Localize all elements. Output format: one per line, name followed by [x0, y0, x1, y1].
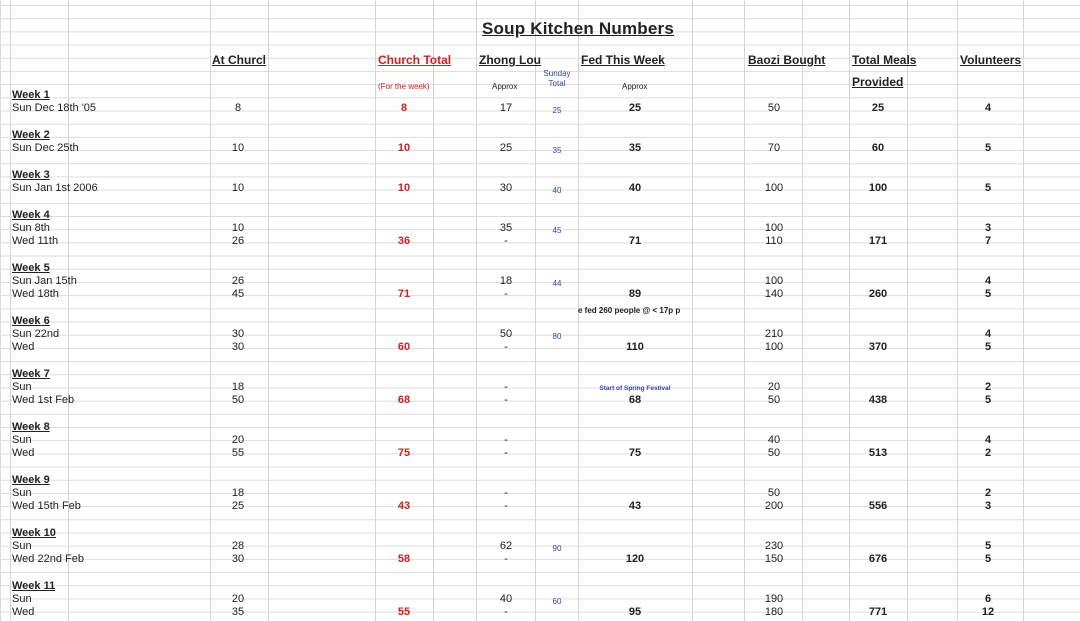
week-label: Week 10 [12, 527, 56, 539]
cell-volunteers: 5 [984, 553, 992, 565]
cell-church-total: 60 [397, 341, 411, 353]
cell-zhong-lou: 62 [499, 540, 513, 552]
cell-zhong-lou: - [504, 288, 508, 300]
week-label: Week 8 [12, 421, 50, 433]
cell-total-meals: 513 [868, 447, 888, 459]
cell-at-church: 8 [234, 102, 242, 114]
cell-at-church: 30 [231, 553, 245, 565]
cell-fed: 40 [628, 182, 642, 194]
cell-total-meals: 260 [868, 288, 888, 300]
cell-zhong-lou: - [504, 447, 508, 459]
cell-volunteers: 7 [984, 235, 992, 247]
cell-at-church: 35 [231, 606, 245, 618]
cell-zhong-lou: - [504, 381, 508, 393]
cell-church-total: 43 [397, 500, 411, 512]
cell-church-total: 36 [397, 235, 411, 247]
cell-baozi: 180 [764, 606, 784, 618]
cell-volunteers: 5 [984, 540, 992, 552]
cell-sunday-total: 45 [552, 226, 562, 235]
cell-volunteers: 2 [984, 381, 992, 393]
week-label: Week 7 [12, 368, 50, 380]
cell-church-total: 55 [397, 606, 411, 618]
cell-date: Sun 8th [12, 222, 50, 234]
cell-zhong-lou: 50 [499, 328, 513, 340]
cell-sunday-total: 80 [552, 332, 562, 341]
cell-date: Sun Dec 18th '05 [12, 102, 97, 114]
cell-baozi: 150 [764, 553, 784, 565]
cell-fed: 68 [628, 394, 642, 406]
cell-at-church: 20 [231, 593, 245, 605]
cell-total-meals: 556 [868, 500, 888, 512]
cell-at-church: 25 [231, 500, 245, 512]
week-label: Week 5 [12, 262, 50, 274]
cell-zhong-lou: 40 [499, 593, 513, 605]
header-total-meals-2: Provided [852, 75, 904, 89]
cell-volunteers: 5 [984, 142, 992, 154]
header-total-meals: Total Meals [852, 53, 917, 67]
cell-sunday-total: 90 [552, 544, 562, 553]
cell-at-church: 10 [231, 142, 245, 154]
cell-sunday-total: 44 [552, 279, 562, 288]
cell-baozi: 70 [767, 142, 781, 154]
cell-zhong-lou: 18 [499, 275, 513, 287]
cell-volunteers: 4 [984, 434, 992, 446]
header-fed-sub: Approx [622, 82, 648, 91]
cell-sunday-total: 35 [552, 146, 562, 155]
cell-at-church: 26 [231, 275, 245, 287]
header-zhong-lou-sub: Approx [492, 82, 518, 91]
cell-zhong-lou: - [504, 500, 508, 512]
cell-date: Wed [12, 606, 35, 618]
cell-zhong-lou: - [504, 235, 508, 247]
cell-at-church: 30 [231, 328, 245, 340]
cell-baozi: 50 [767, 102, 781, 114]
cell-at-church: 45 [231, 288, 245, 300]
cell-fed: 95 [628, 606, 642, 618]
week-label: Week 6 [12, 315, 50, 327]
cell-sunday-total: 40 [552, 186, 562, 195]
cell-at-church: 10 [231, 222, 245, 234]
cell-baozi: 100 [764, 182, 784, 194]
cell-fed: 25 [628, 102, 642, 114]
cell-volunteers: 5 [984, 394, 992, 406]
cell-baozi: 230 [764, 540, 784, 552]
header-volunteers: Volunteers [960, 53, 1022, 67]
cell-baozi: 50 [767, 447, 781, 459]
cell-at-church: 18 [231, 381, 245, 393]
cell-baozi: 140 [764, 288, 784, 300]
header-zhong-lou: Zhong Lou [479, 53, 541, 67]
cell-total-meals: 100 [868, 182, 888, 194]
cell-at-church: 10 [231, 182, 245, 194]
cell-date: Sun [12, 593, 32, 605]
cell-total-meals: 438 [868, 394, 888, 406]
cell-zhong-lou: - [504, 394, 508, 406]
cell-date: Wed 1st Feb [12, 394, 75, 406]
cell-church-total: 10 [397, 142, 411, 154]
cell-at-church: 30 [231, 341, 245, 353]
cell-sunday-total: 60 [552, 597, 562, 606]
cell-baozi: 50 [767, 394, 781, 406]
header-fed-this-week: Fed This Week [581, 53, 665, 67]
week-label: Week 3 [12, 169, 50, 181]
week-label: Week 4 [12, 209, 50, 221]
cell-church-total: 75 [397, 447, 411, 459]
cell-date: Sun [12, 381, 32, 393]
cell-fed: 110 [626, 341, 644, 353]
cell-zhong-lou: 30 [499, 182, 513, 194]
cell-date: Wed [12, 341, 35, 353]
cell-baozi: 110 [765, 235, 783, 247]
cell-date: Sun 22nd [12, 328, 60, 340]
header-at-church: At Churcl [212, 53, 266, 67]
cell-baozi: 50 [767, 487, 781, 499]
cell-baozi: 100 [764, 275, 784, 287]
cell-volunteers: 4 [984, 328, 992, 340]
week-label: Week 2 [12, 129, 50, 141]
header-sunday-total: Sunday Total [543, 69, 571, 88]
cell-volunteers: 6 [984, 593, 992, 605]
cell-church-total: 68 [397, 394, 411, 406]
cell-zhong-lou: - [504, 434, 508, 446]
cell-date: Sun [12, 487, 32, 499]
cell-date: Sun Jan 15th [12, 275, 77, 287]
cell-date: Wed 11th [12, 235, 59, 247]
cell-church-total: 71 [397, 288, 411, 300]
cell-volunteers: 3 [984, 500, 992, 512]
cell-volunteers: 2 [984, 487, 992, 499]
note-spring-festival: Start of Spring Festival [599, 385, 671, 392]
cell-date: Wed [12, 447, 35, 459]
cell-sunday-total: 25 [552, 106, 562, 115]
cell-at-church: 20 [231, 434, 245, 446]
cell-fed: 35 [628, 142, 642, 154]
cell-date: Sun [12, 540, 32, 552]
cell-zhong-lou: 17 [499, 102, 513, 114]
cell-zhong-lou: - [504, 487, 508, 499]
note-fed-260: e fed 260 people @ < 17p p [578, 306, 681, 315]
cell-date: Sun Jan 1st 2006 [12, 182, 98, 194]
cell-fed: 75 [628, 447, 642, 459]
cell-zhong-lou: 35 [499, 222, 513, 234]
cell-total-meals: 25 [871, 102, 885, 114]
cell-date: Wed 18th [12, 288, 59, 300]
cell-at-church: 28 [231, 540, 245, 552]
cell-zhong-lou: - [504, 553, 508, 565]
cell-total-meals: 60 [871, 142, 885, 154]
week-label: Week 1 [12, 89, 50, 101]
cell-volunteers: 5 [984, 288, 992, 300]
cell-church-total: 58 [397, 553, 411, 565]
cell-zhong-lou: 25 [499, 142, 513, 154]
cell-fed: 89 [628, 288, 642, 300]
sheet-title: Soup Kitchen Numbers [482, 19, 674, 38]
cell-volunteers: 12 [981, 606, 995, 618]
cell-volunteers: 4 [984, 102, 992, 114]
cell-volunteers: 3 [984, 222, 992, 234]
cell-at-church: 55 [231, 447, 245, 459]
cell-volunteers: 5 [984, 341, 992, 353]
cell-baozi: 100 [764, 222, 784, 234]
cell-total-meals: 676 [868, 553, 888, 565]
cell-fed: 120 [625, 553, 645, 565]
cell-total-meals: 370 [868, 341, 888, 353]
cell-total-meals: 171 [868, 235, 888, 247]
cell-church-total: 10 [397, 182, 411, 194]
cell-at-church: 18 [231, 487, 245, 499]
week-label: Week 11 [12, 580, 56, 592]
week-label: Week 9 [12, 474, 50, 486]
cell-baozi: 40 [767, 434, 781, 446]
cell-volunteers: 4 [984, 275, 992, 287]
cell-fed: 71 [628, 235, 642, 247]
cell-baozi: 200 [764, 500, 784, 512]
cell-baozi: 20 [767, 381, 781, 393]
cell-date: Wed 22nd Feb [12, 553, 84, 565]
cell-at-church: 26 [231, 235, 245, 247]
cell-zhong-lou: - [504, 606, 508, 618]
cell-date: Sun [12, 434, 32, 446]
cell-church-total: 8 [400, 102, 408, 114]
cell-at-church: 50 [231, 394, 245, 406]
header-church-total-sub: (For the week) [378, 82, 430, 91]
cell-date: Sun Dec 25th [12, 142, 79, 154]
cell-date: Wed 15th Feb [12, 500, 81, 512]
header-church-total: Church Total [378, 53, 452, 67]
cell-volunteers: 2 [984, 447, 992, 459]
cell-zhong-lou: - [504, 341, 508, 353]
cell-baozi: 190 [764, 593, 784, 605]
cell-volunteers: 5 [984, 182, 992, 194]
cell-total-meals: 771 [868, 606, 888, 618]
cell-baozi: 210 [764, 328, 784, 340]
header-baozi: Baozi Bought [748, 53, 826, 67]
cell-baozi: 100 [764, 341, 784, 353]
cell-fed: 43 [628, 500, 642, 512]
